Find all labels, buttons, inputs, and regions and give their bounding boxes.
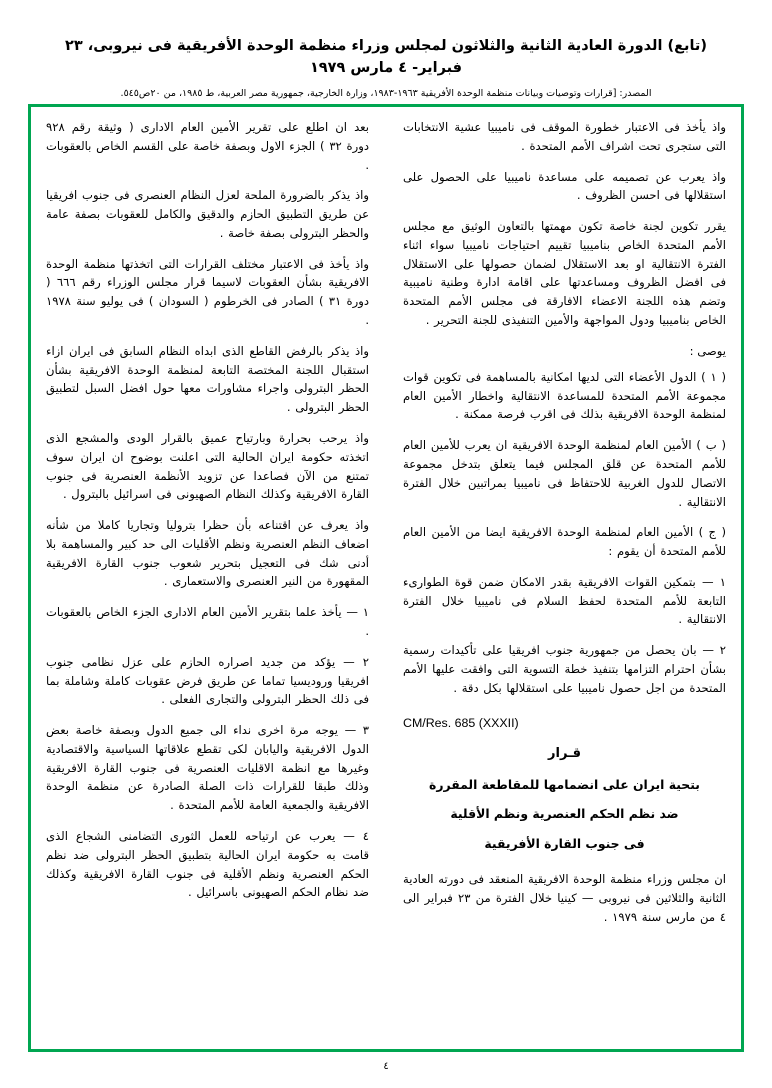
numbered-item: ٣ — يوجه مرة اخرى نداء الى جميع الدول وبصفة خاصة بعض الدول الافريقية واليابان لكى تقطع علاقاتها السياسية والاقتصادية وغيرها مع انظمة الاقليات العنصرية فى جنوب القارة الافريقية وذلك طبقا للقرارات ذات الصلة الصادرة عن منظمة الوحدة الافريقية والجمعية العامة للأمم المتحدة . [46, 723, 369, 813]
header-source: المصدر: [قرارات وتوصيات وبيانات منظمة الوحدة الأفريقية ١٩٦٣-١٩٨٣، وزارة الخارجية، جمهورية مصر العربية، ط ١٩٨٥، من ٢٠ص٥٤٥. [120, 87, 652, 99]
header-title: (تابع) الدورة العادية الثانية والثلاثون لمجلس وزراء منظمة الوحدة الأفريقية فى نيروبى، ٢٣ فبراير- ٤ مارس ١٩٧٩ [64, 38, 708, 76]
two-column-body [46, 118, 726, 1038]
recommendation-item: ( ج ) الأمين العام لمنظمة الوحدة الافريقية ايضا من الأمين العام للأمم المتحدة أن يقوم : [403, 525, 726, 559]
recommendation-item: ( ١ ) الدول الأعضاء التى لديها امكانية بالمساهمة فى تكوين قوات مجموعة الأمم المتحدة للمساعدة الانتقالية واخطار الأمين العام لمنظمة الوحدة الافريقية بذلك فى اقرب فرصة ممكنة . [403, 369, 726, 422]
right-column [403, 118, 726, 1038]
page-header [0, 0, 772, 101]
paragraph: بعد ان اطلع على تقرير الأمين العام الادارى ( وثيقة رقم ٩٢٨ دورة ٣٢ ) الجزء الاول وبصفة خاصة على القسم الخاص بالعقوبات . [46, 120, 369, 172]
paragraph: واذ يعرف عن اقتناعه بأن حظرا بتروليا وتجاريا كاملا من شأنه اضعاف النظم العنصرية ونظم الأقليات الى حد كبير والمساهمة بلا أدنى شك فى التعجيل بتحرير شعوب جنوب القارة الافريقية المقهورة من النير العنصرى والاستعمارى . [46, 518, 369, 589]
recommend-label: يوصى : [689, 343, 726, 358]
numbered-item: ٤ — يعرب عن ارتياحه للعمل الثورى التضامنى الشجاع الذى قامت به حكومة ايران الحالية بتطبيق الحظر البترولى ضد نظم الحكم العنصرية ونظم الأقلية فى جنوب القارة الافريقية وكذلك ضد نظام الحكم الصهيونى باسرائيل . [46, 829, 369, 900]
paragraph: واذ يأخذ فى الاعتبار مختلف القرارات التى اتخذتها منظمة الوحدة الافريقية بشأن العقوبات لاسيما قرار مجلس الوزراء رقم ٦٦٦ ( دورة ٣١ ) الصادر فى الخرطوم ( السودان ) فى يوليو سنة ١٩٧٨ . [46, 256, 369, 328]
paragraph: واذ يأخذ فى الاعتبار خطورة الموقف فى ناميبيا عشية الانتخابات التى ستجرى تحت اشراف الأمم المتحدة . [403, 120, 726, 153]
page-number: ٤ [383, 1061, 389, 1072]
qarar-label: قـرار [548, 745, 581, 761]
paragraph: يقرر تكوين لجنة خاصة تكون مهمتها بالتعاون الوثيق مع مجلس الأمم المتحدة الخاص بناميبيا تقييم احتياجات ناميبيا سواء اثناء الفترة الانتقالية او بعد الاستقلال لضمان حصولها على الاستقلال فى افضل الظروف ومساعدتها على اقامة ادارة وطنية ناميبية وتضم هذه اللجنة الاعضاء الافارقة فى مجلس الأمم المتحدة الخاص بناميبيا ودول المواجهة والأمين التنفيذى للجنة التحرير . [403, 219, 726, 328]
resolution-title-line: ضد نظم الحكم العنصرية ونظم الأقلية [450, 806, 679, 822]
numbered-item: ١ — بتمكين القوات الافريقية بقدر الامكان ضمن قوة الطوارىء التابعة للأمم المتحدة لحفظ السلام فى ناميبيا خلال الفترة الانتقالية . [403, 574, 726, 627]
paragraph: واذ يذكر بالضرورة الملحة لعزل النظام العنصرى فى جنوب افريقيا عن طريق التطبيق الحازم والدقيق والكامل للعقوبات بصفة عامة والحظر البترولى بصفة خاصة . [46, 188, 369, 240]
resolution-title-line: فى جنوب القارة الأفريقية [484, 836, 645, 852]
closing-paragraph: ان مجلس وزراء منظمة الوحدة الافريقية المنعقد فى دورته العادية الثانية والثلاثين فى نيروبى — كينيا خلال الفترة من ٢٣ فبراير الى ٤ من مارس سنة ١٩٧٩ . [403, 872, 726, 924]
recommendation-item: ( ب ) الأمين العام لمنظمة الوحدة الافريقية ان يعرب للأمين العام للأمم المتحدة عن قلق المجلس فيما يتعلق بتدخل مجموعة الاتصال للدول الغربية للاحتفاظ فى ناميبيا بمراتبين خلال الفترة الانتقالية . [403, 438, 726, 509]
resolution-code: CM/Res. 685 (XXXII) [403, 715, 519, 730]
left-column [46, 118, 369, 1038]
paragraph: واذ يذكر بالرفض القاطع الذى ابداه النظام السابق فى ايران ازاء استقبال اللجنة المختصة التابعة لمنظمة الوحدة الافريقية بشأن الحظر البترولى واجراء مشاورات معها حول افضل السبل لتطبيق الحظر البترولى . [46, 343, 369, 415]
numbered-item: ٢ — بان يحصل من جمهورية جنوب افريقيا على تأكيدات رسمية بشأن احترام التزامها بتنفيذ خطة التسوية التى وافقت عليها الأمم المتحدة من اجل حصول ناميبيا على استقلالها بكل دقة . [403, 643, 726, 695]
paragraph: واذ يعرب عن تصميمه على مساعدة ناميبيا على الحصول على استقلالها فى احسن الظروف . [403, 169, 726, 203]
numbered-item: ١ — يأخذ علما بتقرير الأمين العام الادارى الجزء الخاص بالعقوبات . [46, 605, 369, 638]
paragraph: واذ يرحب بحرارة وبارتياح عميق بالقرار الودى والمشجع الذى اتخذته حكومة ايران الحالية التى اعلنت بوضوح ان ايران سوف تمتنع من الآن فصاعدا عن تزويد الأنظمة العنصرية فى جنوب القارة الافريقية وكذلك النظام الصهيونى فى اسرائيل بالبترول . [46, 430, 369, 502]
resolution-title-line: بتحية ايران على انضمامها للمقاطعة المقررة [429, 776, 700, 792]
numbered-item: ٢ — يؤكد من جديد اصراره الحازم على عزل نظامى جنوب افريقيا وروديسيا تماما عن طريق فرض عقوبات كاملة وشاملة بما فى ذلك الحظر البترولى والتجارى الفعلى . [46, 654, 369, 707]
